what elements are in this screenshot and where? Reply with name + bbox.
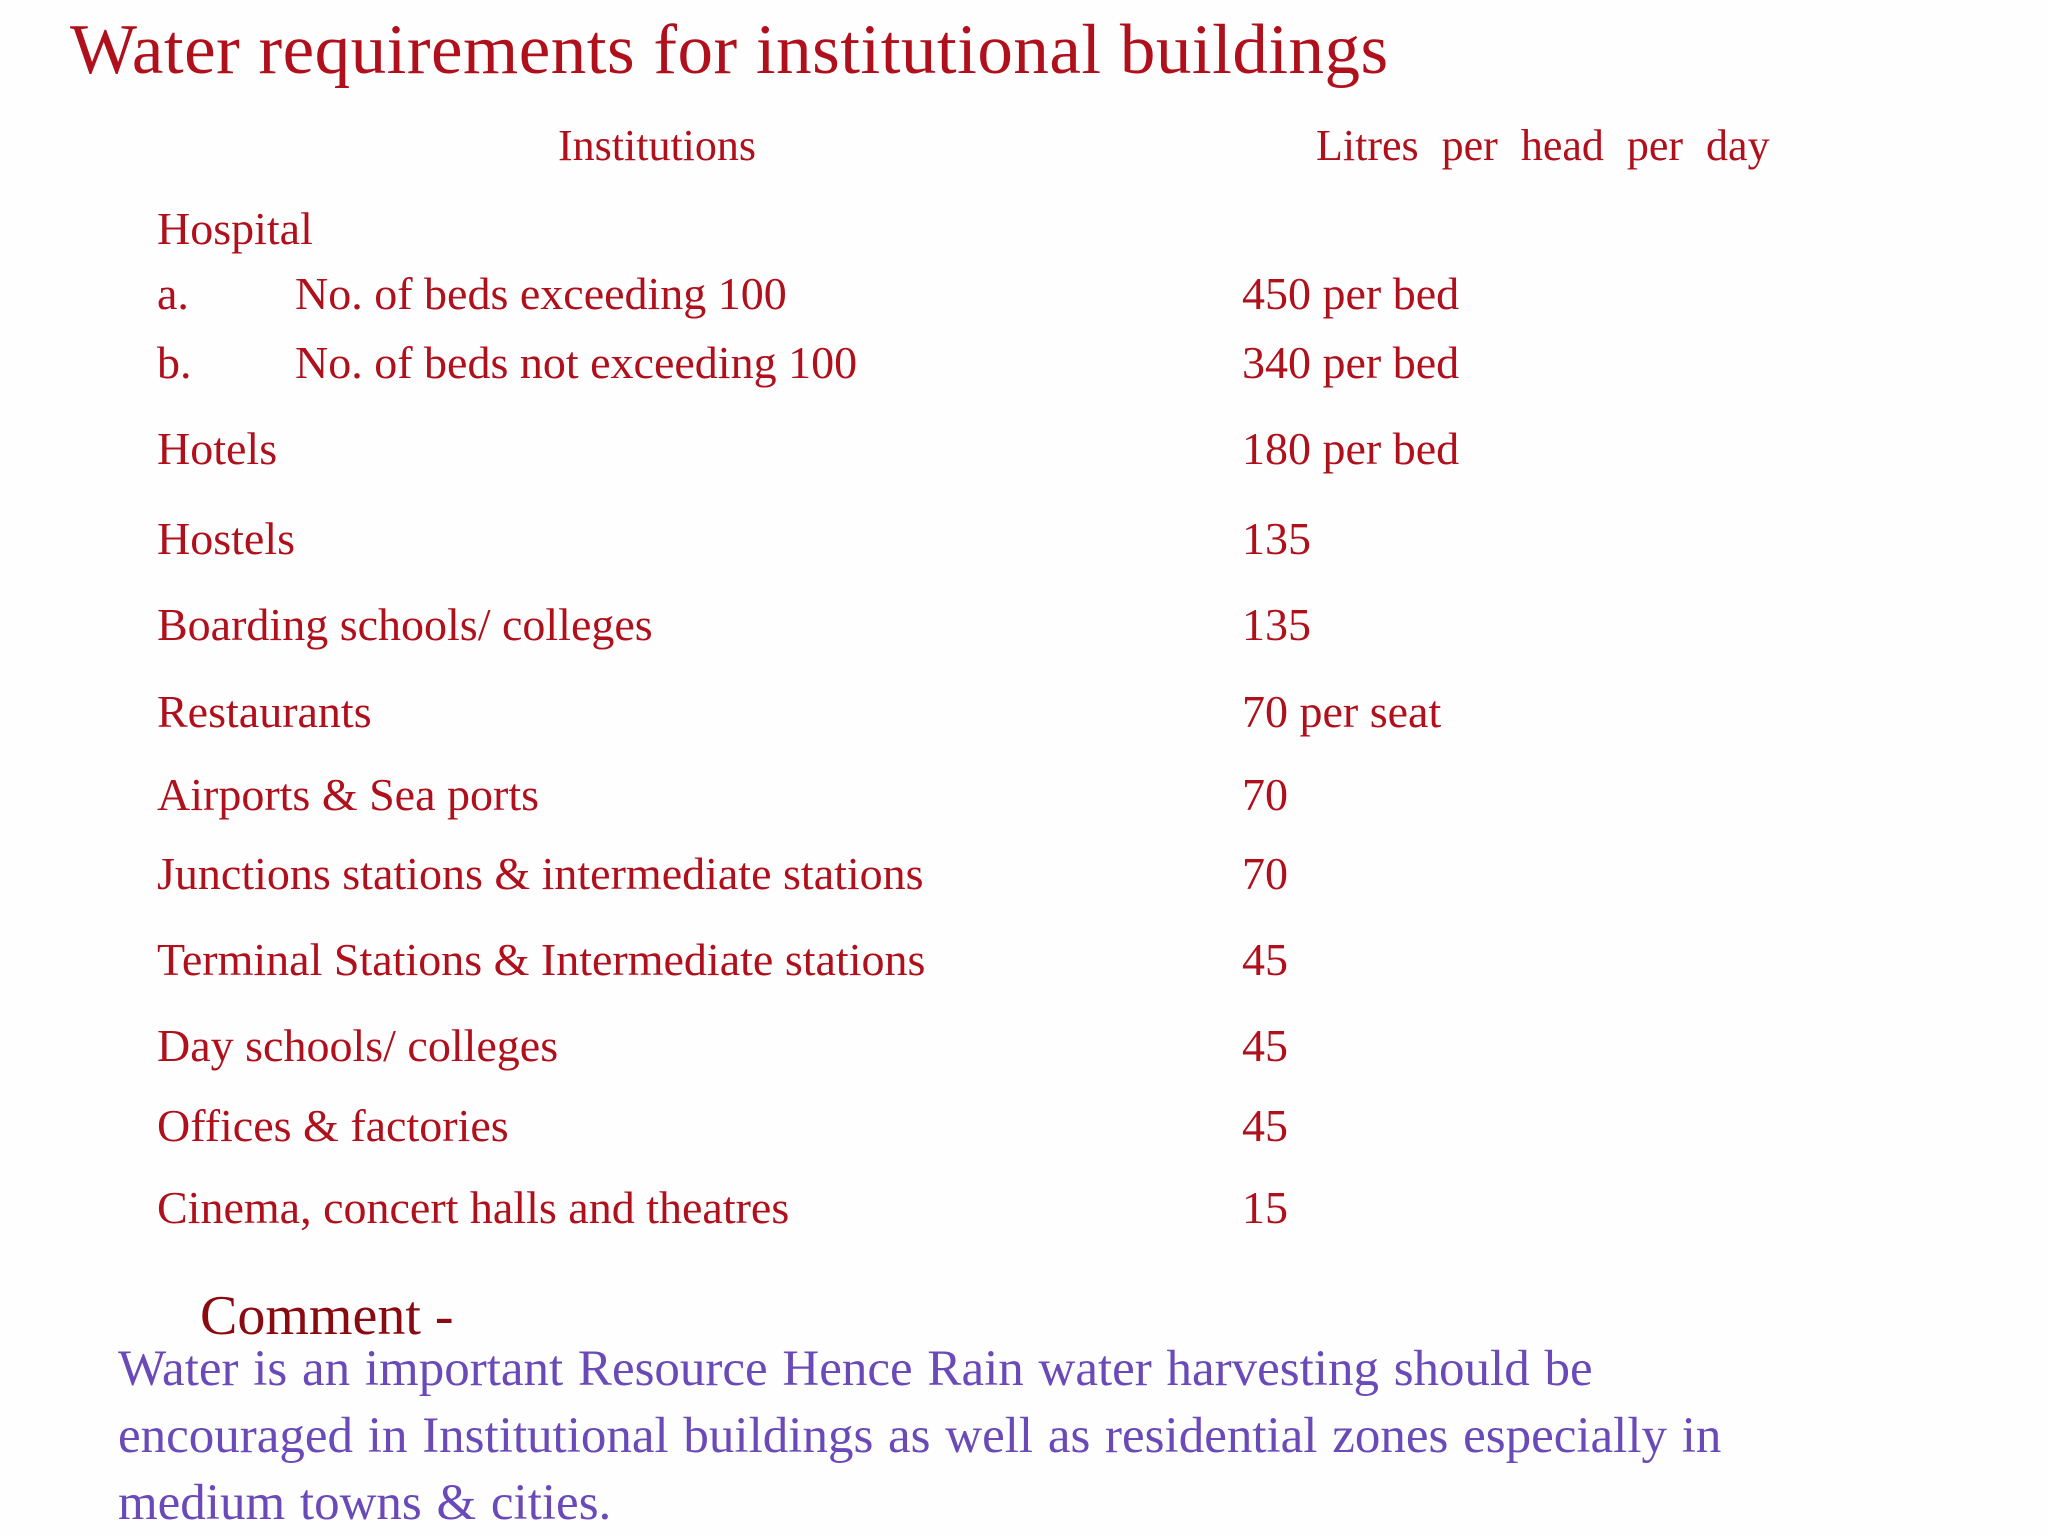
row-label: Hotels bbox=[157, 423, 278, 474]
row-label: Terminal Stations & Intermediate stations bbox=[157, 934, 926, 985]
row-value: 45 bbox=[1242, 1100, 1288, 1151]
column-header-institutions: Institutions bbox=[558, 121, 757, 170]
table-row-hospital bbox=[0, 199, 2048, 259]
table-row-hospital-a bbox=[0, 264, 2048, 324]
row-label: Restaurants bbox=[157, 686, 372, 737]
table-row-hospital-b bbox=[0, 333, 2048, 393]
row-value: 135 bbox=[1242, 513, 1311, 564]
row-value: 70 bbox=[1242, 848, 1288, 899]
row-value: 15 bbox=[1242, 1182, 1288, 1233]
row-label: No. of beds not exceeding 100 bbox=[295, 337, 858, 388]
row-value: 70 bbox=[1242, 769, 1288, 820]
sub-item-letter: a. bbox=[157, 268, 189, 319]
table-row bbox=[0, 1096, 2048, 1156]
row-value: 45 bbox=[1242, 1020, 1288, 1071]
table-row bbox=[0, 509, 2048, 569]
column-header-litres: Litres per head per day bbox=[1316, 121, 1770, 170]
row-label: Junctions stations & intermediate stations bbox=[157, 848, 924, 899]
table-row bbox=[0, 844, 2048, 904]
row-label: Hospital bbox=[157, 203, 313, 254]
page-title: Water requirements for institutional buildings bbox=[70, 11, 1389, 89]
row-label: Airports & Sea ports bbox=[157, 769, 540, 820]
comment-title: Comment - bbox=[200, 1285, 454, 1347]
row-label: Offices & factories bbox=[157, 1100, 509, 1151]
row-value: 70 per seat bbox=[1242, 686, 1442, 737]
comment-line: medium towns & cities. bbox=[118, 1475, 612, 1531]
row-value: 45 bbox=[1242, 934, 1288, 985]
table-row bbox=[0, 595, 2048, 655]
row-label: Day schools/ colleges bbox=[157, 1020, 559, 1071]
comment-line: Water is an important Resource Hence Rain water harvesting should be bbox=[118, 1341, 1593, 1397]
sub-item-letter: b. bbox=[157, 337, 192, 388]
table-row bbox=[0, 682, 2048, 742]
table-row bbox=[0, 765, 2048, 825]
row-value: 450 per bed bbox=[1242, 268, 1460, 319]
table-row bbox=[0, 930, 2048, 990]
table-row bbox=[0, 1178, 2048, 1238]
comment-body bbox=[118, 1336, 2018, 1537]
row-label: Hostels bbox=[157, 513, 295, 564]
table-row bbox=[0, 419, 2048, 479]
row-value: 180 per bed bbox=[1242, 423, 1460, 474]
comment-line: encouraged in Institutional buildings as well as residential zones especially in bbox=[118, 1408, 1722, 1464]
row-label: Cinema, concert halls and theatres bbox=[157, 1182, 790, 1233]
table-row bbox=[0, 1016, 2048, 1076]
row-label: No. of beds exceeding 100 bbox=[295, 268, 787, 319]
row-value: 135 bbox=[1242, 599, 1311, 650]
row-label: Boarding schools/ colleges bbox=[157, 599, 653, 650]
row-value: 340 per bed bbox=[1242, 337, 1460, 388]
